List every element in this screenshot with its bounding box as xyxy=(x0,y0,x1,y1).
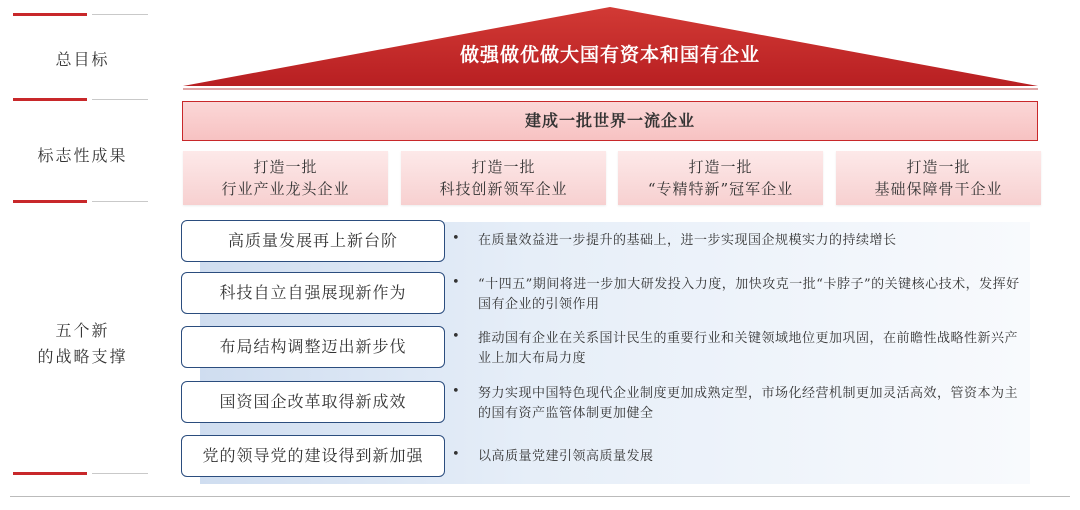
label-support-line1: 五个新 xyxy=(55,321,110,340)
achievement-box xyxy=(183,151,388,205)
bullet-icon: • xyxy=(452,447,460,462)
achievement-line2: “专精特新”冠军企业 xyxy=(647,180,794,198)
pillar-title: 党的领导党的建设得到新加强 xyxy=(181,435,445,477)
bullet-icon: • xyxy=(452,275,460,290)
divider-red xyxy=(13,200,87,203)
pillar-description: 努力实现中国特色现代企业制度更加成熟定型，市场化经营机制更加灵活高效，管资本为主的国有资产监管体制更加健全 xyxy=(478,386,1019,421)
achievement-line2: 科技创新领军企业 xyxy=(439,180,568,198)
divider-gray xyxy=(92,473,148,474)
bullet-icon: • xyxy=(452,231,460,246)
roof-title: 做强做优做大国有资本和国有企业 xyxy=(459,44,760,66)
achievement-box xyxy=(836,151,1041,205)
achievement-line1: 打造一批 xyxy=(688,158,753,176)
divider-red xyxy=(13,472,87,475)
bullet-icon: • xyxy=(452,384,460,399)
pillar-description: “十四五”期间将进一步加大研发投入力度，加快攻克一批“卡脖子”的关键核心技术，发挥好国有企业的引领作用 xyxy=(478,277,1020,312)
world-class-banner: 建成一批世界一流企业 xyxy=(182,101,1038,141)
achievement-line1: 打造一批 xyxy=(471,158,536,176)
bottom-divider xyxy=(10,496,1070,497)
divider-gray xyxy=(92,99,148,100)
pillar-description: 推动国有企业在关系国计民生的重要行业和关键领域地位更加巩固，在前瞻性战略性新兴产业上加大布局力度 xyxy=(478,331,1019,366)
achievement-line1: 打造一批 xyxy=(253,158,318,176)
achievement-box xyxy=(401,151,606,205)
bullet-icon: • xyxy=(452,329,460,344)
pillar-description: 在质量效益进一步提升的基础上，进一步实现国企规模实力的持续增长 xyxy=(478,233,897,248)
achievement-line2: 行业产业龙头企业 xyxy=(221,180,350,198)
pillar-title: 科技自立自强展现新作为 xyxy=(181,272,445,314)
label-support-line2: 的战略支撑 xyxy=(37,347,128,366)
label-total-goal: 总目标 xyxy=(55,50,110,69)
label-landmark-achievements: 标志性成果 xyxy=(37,146,128,165)
achievement-line2: 基础保障骨干企业 xyxy=(874,180,1003,198)
pillar-description: 以高质量党建引领高质量发展 xyxy=(478,449,654,464)
achievement-line1: 打造一批 xyxy=(906,158,971,176)
pillar-title: 布局结构调整迈出新步伐 xyxy=(181,326,445,368)
divider-red xyxy=(13,98,87,101)
divider-gray xyxy=(92,201,148,202)
pillar-title: 国资国企改革取得新成效 xyxy=(181,381,445,423)
achievement-box xyxy=(618,151,823,205)
pillar-title: 高质量发展再上新台阶 xyxy=(181,220,445,262)
